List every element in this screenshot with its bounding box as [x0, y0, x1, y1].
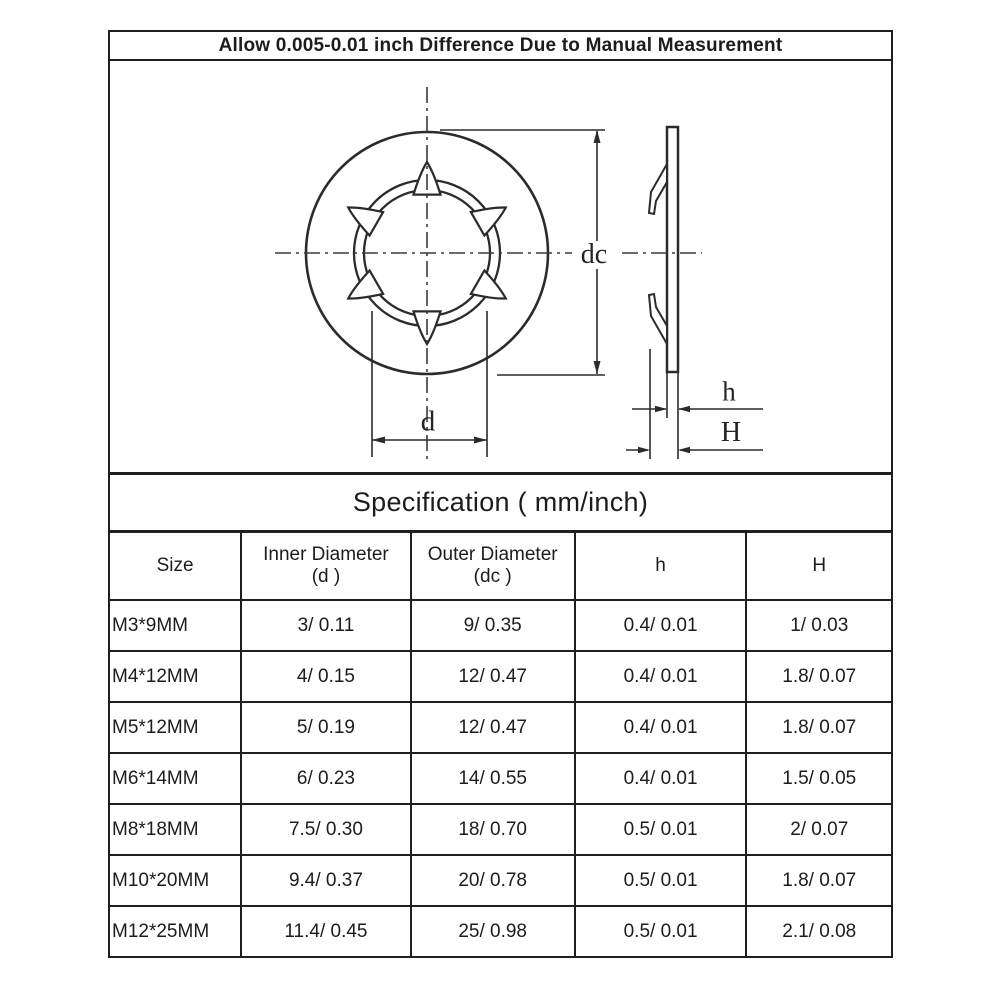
dim-label-dc: dc	[577, 241, 611, 269]
spec-table-header	[110, 533, 891, 600]
cell-h: 0.5/ 0.01	[575, 804, 747, 855]
d-arrow-right	[474, 437, 487, 444]
washer-profile	[667, 127, 678, 372]
cell-outer: 9/ 0.35	[411, 600, 575, 651]
table-row	[110, 600, 891, 651]
cell-outer: 25/ 0.98	[411, 906, 575, 956]
outer-diameter-line2: (dc )	[473, 566, 512, 587]
cell-size: M4*12MM	[110, 651, 241, 702]
dc-arrow-up	[594, 130, 601, 143]
dim-h-H	[626, 349, 763, 459]
cell-h: 0.5/ 0.01	[575, 906, 747, 956]
cell-outer: 12/ 0.47	[411, 702, 575, 753]
dim-label-H-cap: H	[720, 417, 742, 448]
cell-inner: 4/ 0.15	[241, 651, 410, 702]
table-row	[110, 855, 891, 906]
dc-arrow-down	[594, 361, 601, 374]
cell-H: 1.8/ 0.07	[746, 855, 891, 906]
side-tooth-top	[649, 164, 667, 214]
cell-H: 1.5/ 0.05	[746, 753, 891, 804]
cell-inner: 6/ 0.23	[241, 753, 410, 804]
cell-inner: 9.4/ 0.37	[241, 855, 410, 906]
cell-H: 1/ 0.03	[746, 600, 891, 651]
table-row	[110, 702, 891, 753]
sheet-frame	[108, 30, 893, 958]
cell-size: M8*18MM	[110, 804, 241, 855]
side-tooth-bottom	[649, 294, 667, 344]
table-row	[110, 804, 891, 855]
col-header-size: Size	[110, 533, 241, 600]
tooth-upper-right	[471, 207, 506, 235]
cell-H: 2.1/ 0.08	[746, 906, 891, 956]
cell-inner: 7.5/ 0.30	[241, 804, 410, 855]
col-header-outer-diameter	[411, 533, 575, 600]
table-row	[110, 753, 891, 804]
dim-label-h: h	[722, 376, 736, 407]
cell-size: M10*20MM	[110, 855, 241, 906]
cell-outer: 18/ 0.70	[411, 804, 575, 855]
side-view	[649, 127, 678, 372]
cell-size: M5*12MM	[110, 702, 241, 753]
technical-drawing	[110, 61, 891, 472]
spec-title: Specification ( mm/inch)	[110, 472, 891, 533]
washer-diagram	[110, 61, 891, 472]
header-row	[110, 533, 891, 600]
dim-label-d: d	[420, 405, 436, 438]
inner-diameter-line1: Inner Diameter	[263, 544, 389, 565]
cell-h: 0.4/ 0.01	[575, 651, 747, 702]
col-header-inner-diameter	[241, 533, 410, 600]
measurement-note: Allow 0.005-0.01 inch Difference Due to Manual Measurement	[110, 32, 891, 61]
cell-h: 0.5/ 0.01	[575, 855, 747, 906]
h-arrow-left	[655, 406, 667, 412]
table-row	[110, 906, 891, 956]
cell-h: 0.4/ 0.01	[575, 600, 747, 651]
tooth-lower-right	[471, 271, 506, 299]
col-header-H-cap: H	[746, 533, 891, 600]
cell-size: M3*9MM	[110, 600, 241, 651]
d-arrow-left	[372, 437, 385, 444]
tooth-upper-left	[348, 207, 383, 235]
cell-H: 1.8/ 0.07	[746, 702, 891, 753]
table-row	[110, 651, 891, 702]
cell-inner: 3/ 0.11	[241, 600, 410, 651]
cell-outer: 12/ 0.47	[411, 651, 575, 702]
cell-H: 1.8/ 0.07	[746, 651, 891, 702]
cell-inner: 11.4/ 0.45	[241, 906, 410, 956]
cell-h: 0.4/ 0.01	[575, 753, 747, 804]
col-header-h: h	[575, 533, 747, 600]
cell-h: 0.4/ 0.01	[575, 702, 747, 753]
cell-inner: 5/ 0.19	[241, 702, 410, 753]
tooth-lower-left	[348, 271, 383, 299]
spec-table	[110, 533, 891, 956]
H-arrow-left	[638, 447, 650, 453]
cell-outer: 20/ 0.78	[411, 855, 575, 906]
outer-diameter-line1: Outer Diameter	[427, 544, 558, 565]
spec-table-body	[110, 600, 891, 956]
H-arrow-right	[678, 447, 690, 453]
cell-size: M12*25MM	[110, 906, 241, 956]
inner-diameter-line2: (d )	[311, 566, 341, 587]
cell-outer: 14/ 0.55	[411, 753, 575, 804]
cell-H: 2/ 0.07	[746, 804, 891, 855]
h-arrow-right	[678, 406, 690, 412]
cell-size: M6*14MM	[110, 753, 241, 804]
